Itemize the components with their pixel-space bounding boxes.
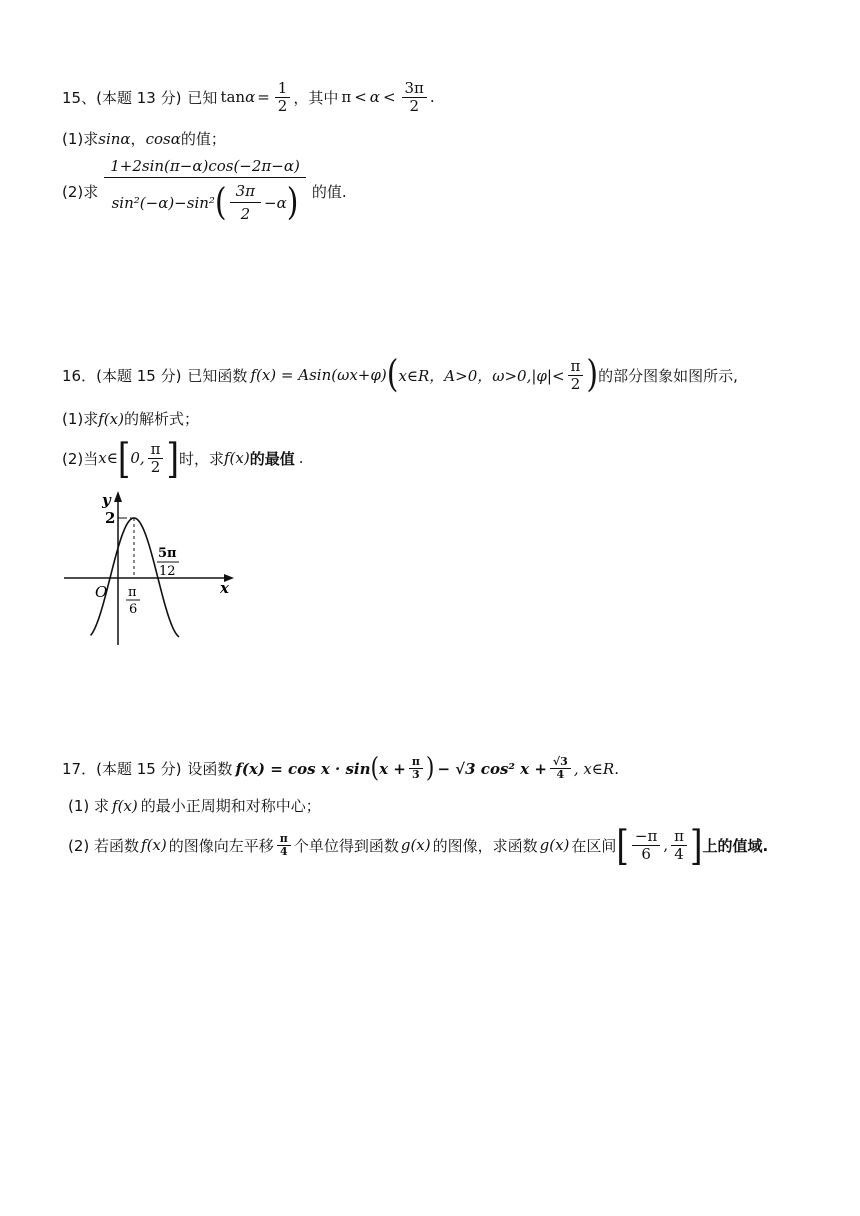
tick-pi-6-num: π bbox=[128, 585, 137, 600]
q15-part2: (2)求 1+2sin(π−α)cos(−2π−α) sin²(−α)−sin² ( $\frac{3\pi}{2}$ −α ) 的值. bbox=[62, 155, 820, 228]
y-axis-label: y bbox=[102, 491, 111, 509]
origin-label: O bbox=[95, 583, 108, 601]
q16-part1: (1)求 f(x) 的解析式； bbox=[62, 409, 199, 428]
x-axis-label: x bbox=[220, 579, 229, 597]
tick-pi-6-den: 6 bbox=[129, 602, 138, 617]
tick-5pi-12-num: 5π bbox=[158, 546, 177, 561]
question-17 bbox=[62, 752, 820, 870]
max-value-label: 2 bbox=[105, 509, 116, 527]
q17-part1: (1) 求 f(x) 的最小正周期和对称中心； bbox=[68, 796, 321, 816]
q15-number: 15、 bbox=[62, 88, 97, 107]
q15-big-fraction: 1+2sin(π−α)cos(−2π−α) sin²(−α)−sin² ( $\frac{3\pi}{2}$ −α ) bbox=[104, 155, 306, 228]
q15-score: (本题 13 分) bbox=[96, 88, 182, 107]
q15-frac-half: $\frac{1}{2}$ bbox=[275, 80, 291, 114]
q15-stem: 15、 (本题 13 分) 已知 tanα = $\frac{1}{2}$ ，其中 π < α < $\frac{3\pi}{2}$ . bbox=[62, 79, 435, 115]
q17-stem: 17． (本题 15 分) 设函数 f(x) = cos x · sin ( x + $\frac{\pi}{3}$ ) − √3 cos² x + $\frac{√3}{4}$ , x∈R. bbox=[62, 752, 619, 784]
q15-frac-3pi-2: $\frac{3\pi}{2}$ bbox=[402, 80, 427, 114]
y-axis-arrow bbox=[114, 491, 122, 502]
q16-stem: 16． (本题 15 分) 已知函数 f(x) = Asin(ωx+φ) ( x∈R，A>0，ω>0,|φ|< $\frac{\pi}{2}$ ) 的部分图象如图所示, bbox=[62, 352, 738, 397]
q15-part1: (1)求 sinα ， cosα 的值； bbox=[62, 129, 226, 148]
q16-part2: (2)当 x∈ [ 0, $\frac{\pi}{2}$ ] 时，求 f(x) 的最值 . bbox=[62, 433, 304, 483]
question-16 bbox=[62, 352, 820, 483]
q15-given: 已知 bbox=[187, 88, 218, 107]
sine-graph bbox=[58, 485, 258, 655]
q17-part2: (2) 若函数 f(x) 的图像向左平移 $\frac{\pi}{4}$ 个单位得到函数 g(x) 的图像，求函数 g(x) 在区间 [ $\frac{-\pi}{6}$ , $\frac{\pi}{4}$ ] 上的值域. bbox=[68, 820, 769, 870]
tick-5pi-12-den: 12 bbox=[159, 564, 176, 579]
question-15 bbox=[62, 80, 820, 228]
